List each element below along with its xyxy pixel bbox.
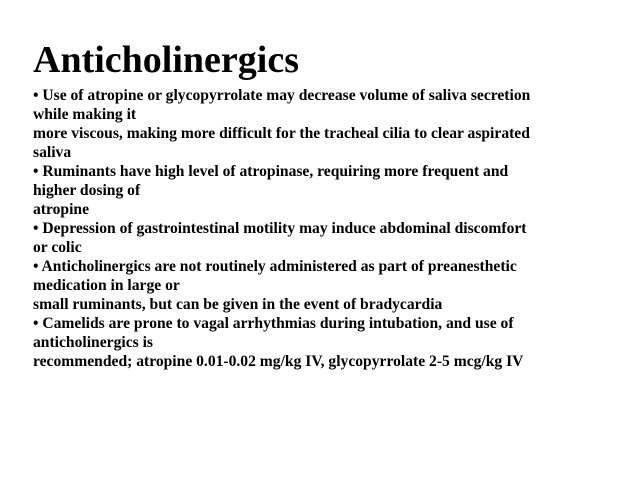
body-line: • Depression of gastrointestinal motility may induce abdominal discomfort — [33, 220, 527, 237]
body-line: recommended; atropine 0.01-0.02 mg/kg IV, glycopyrrolate 2-5 mcg/kg IV — [33, 353, 524, 370]
body-line: small ruminants, but can be given in the event of bradycardia — [33, 296, 443, 313]
slide-title: Anticholinergics — [33, 39, 299, 81]
body-line: • Camelids are prone to vagal arrhythmias during intubation, and use of — [33, 315, 514, 332]
body-line: medication in large or — [33, 277, 180, 294]
body-line: more viscous, making more difficult for the tracheal cilia to clear aspirated — [33, 125, 530, 142]
body-line: • Anticholinergics are not routinely administered as part of preanesthetic — [33, 258, 517, 275]
body-line: while making it — [33, 106, 137, 123]
body-line: • Use of atropine or glycopyrrolate may decrease volume of saliva secretion — [33, 87, 531, 104]
body-line: atropine — [33, 201, 90, 218]
body-line: • Ruminants have high level of atropinase, requiring more frequent and — [33, 163, 509, 180]
slide-body — [33, 86, 633, 371]
body-line: or colic — [33, 239, 82, 256]
body-line: saliva — [33, 144, 72, 161]
body-line: anticholinergics is — [33, 334, 153, 351]
body-line: higher dosing of — [33, 182, 141, 199]
